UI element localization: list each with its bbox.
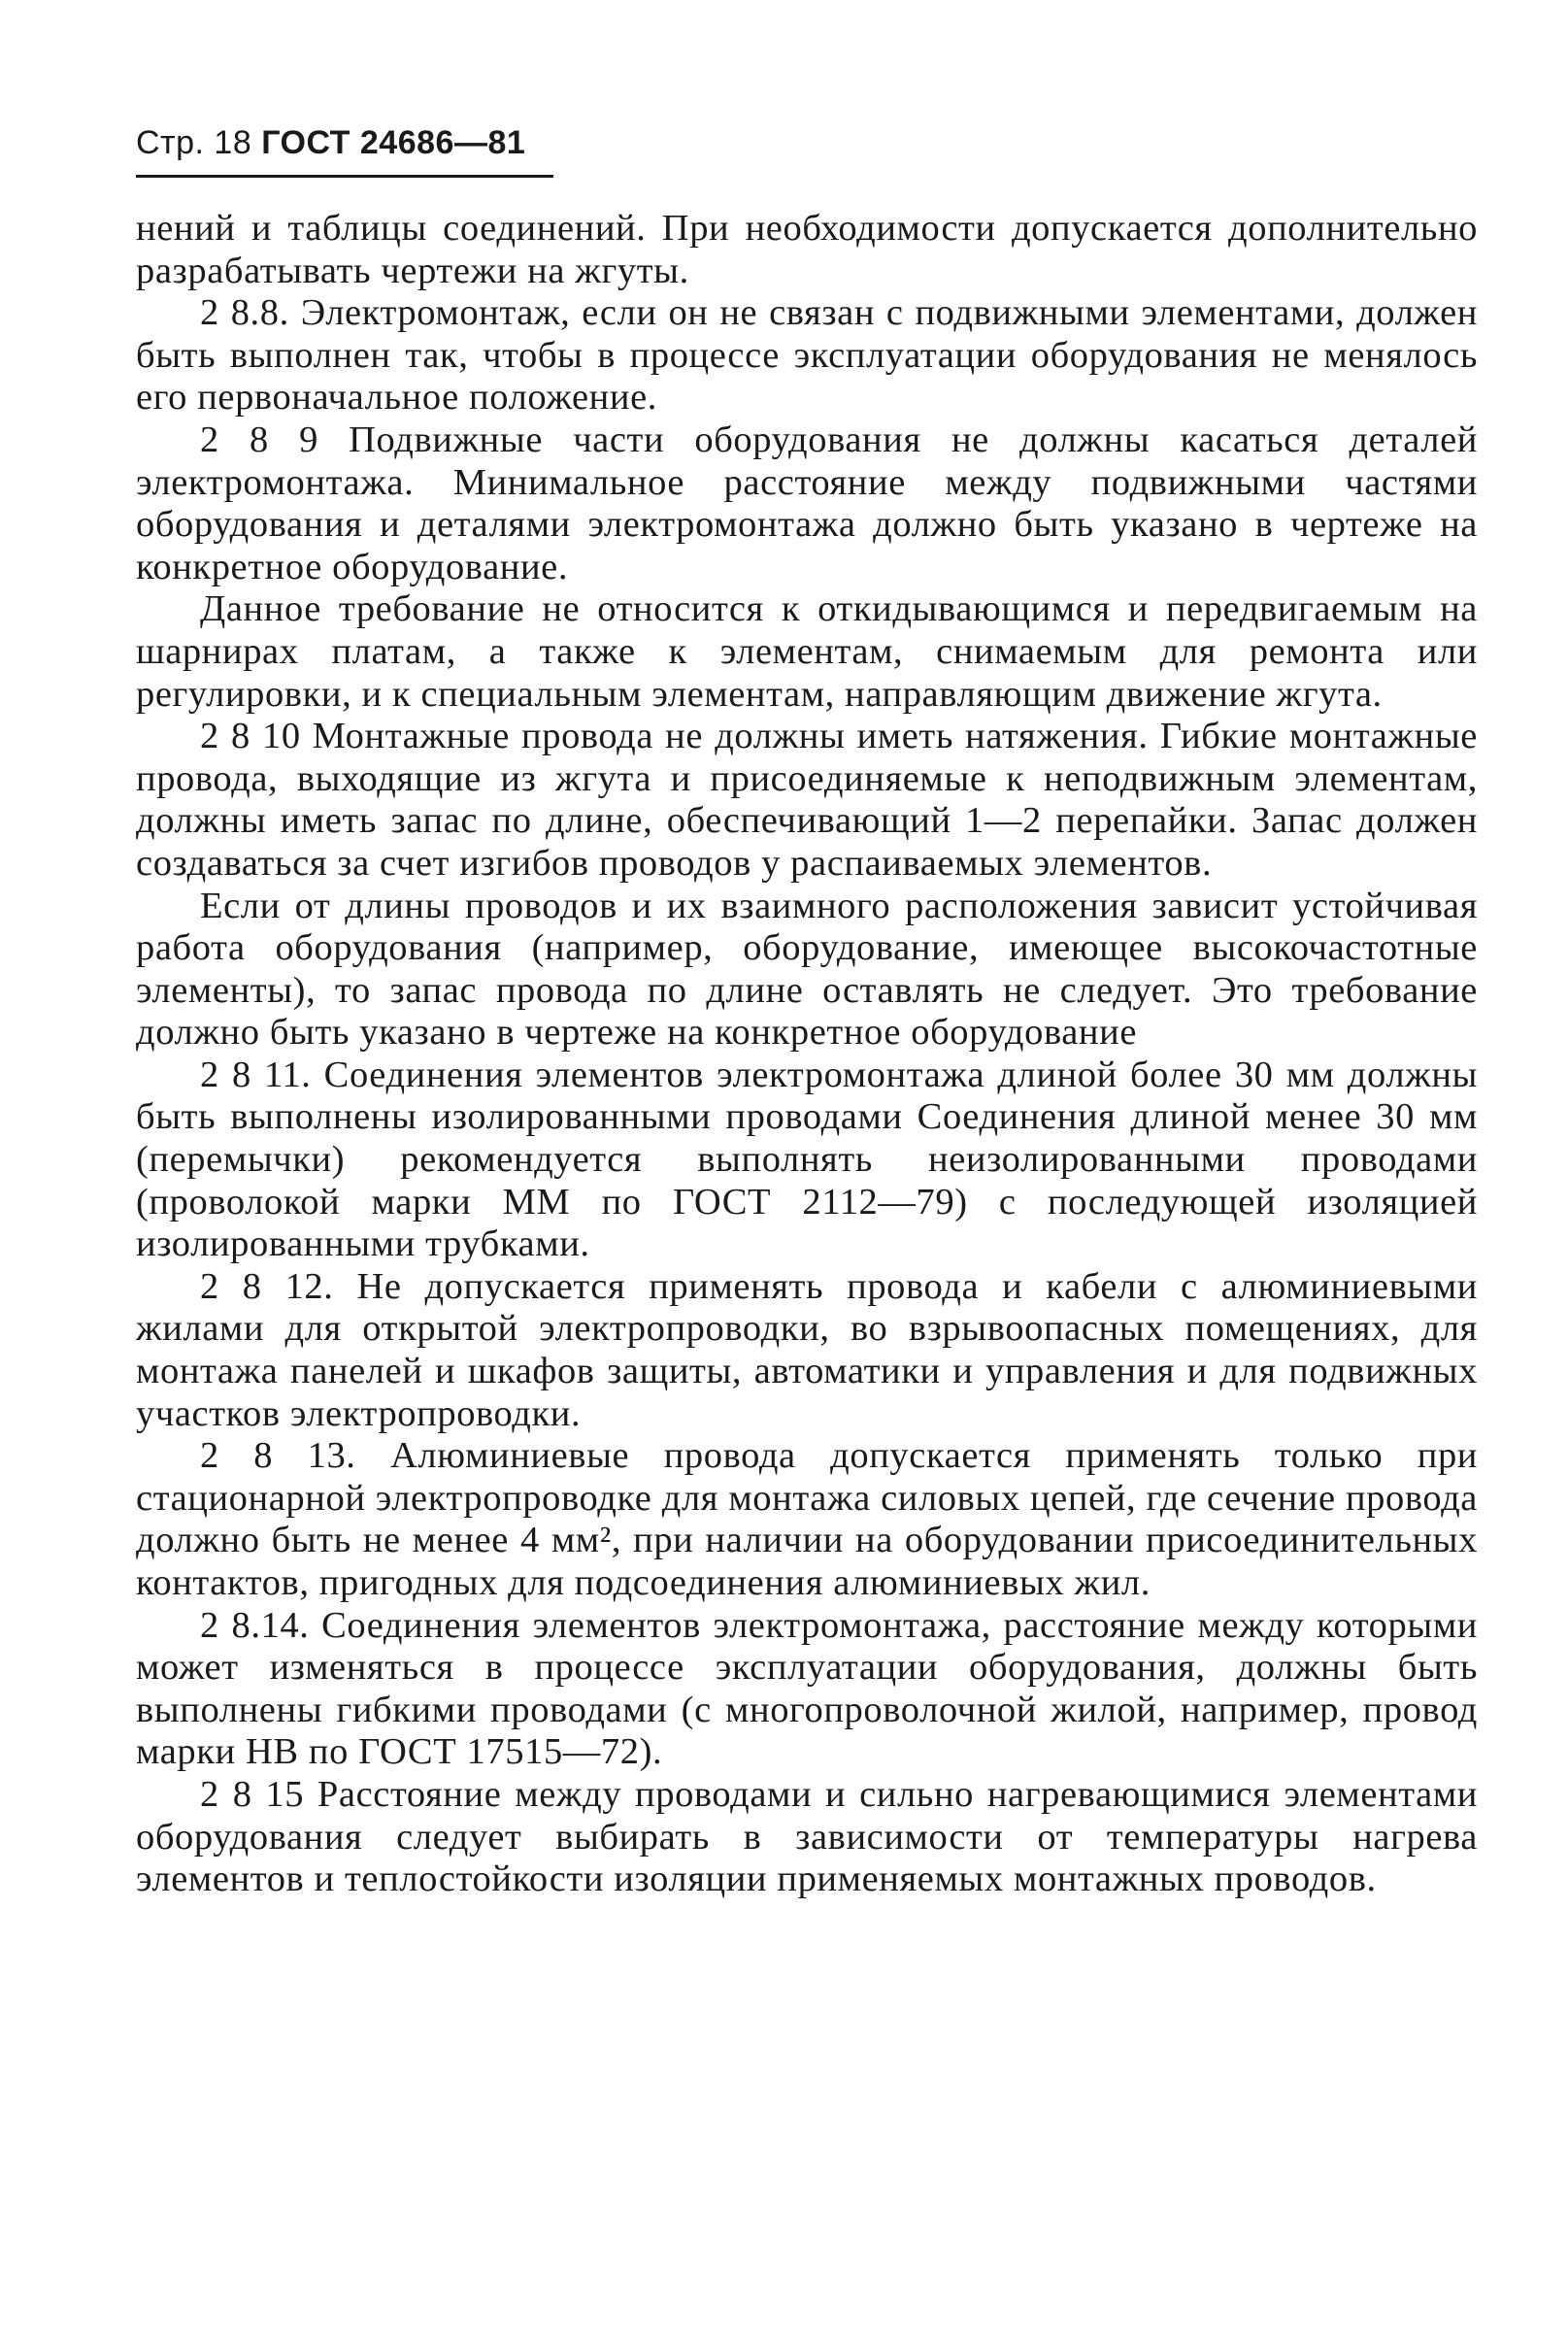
paragraph-2-8-8: 2 8.8. Электромонтаж, если он не связан с подвижными элементами, должен быть выполнен так, чтобы в процессе эксплуатации оборудования не менялось его первоначальное положение. [136,292,1478,419]
standard-designation: ГОСТ 24686—81 [261,124,526,161]
page-number: Стр. 18 [136,124,252,161]
paragraph-2-8-10-note: Если от длины проводов и их взаимного расположения зависит устойчивая работа оборудования (например, оборудование, имеющее высокочастотные элементы), то запас провода по длине оставлять не следует. Это требование должно быть указано в чертеже на конкретное оборудование [136,885,1478,1054]
paragraph-2-8-10: 2 8 10 Монтажные провода не должны иметь натяжения. Гибкие монтажные провода, выходящие из жгута и присоединяемые к неподвижным элементам, должны иметь запас по длине, обеспечивающий 1—2 перепайки. Запас должен создаваться за счет изгибов проводов у распаиваемых элементов. [136,716,1478,884]
header-rule [136,175,553,178]
paragraph-2-8-14: 2 8.14. Соединения элементов электромонтажа, расстояние между которыми может изменяться в процессе эксплуатации оборудования, должны быть выполнены гибкими проводами (с многопроволочной жилой, например, провод марки НВ по ГОСТ 17515—72). [136,1604,1478,1773]
running-header [136,124,525,162]
paragraph-continuation: нений и таблицы соединений. При необходимости допускается дополнительно разрабатывать чертежи на жгуты. [136,208,1478,291]
paragraph-2-8-11: 2 8 11. Соединения элементов электромонтажа длиной более 30 мм должны быть выполнены изолированными проводами Соединения длиной менее 30 мм (перемычки) рекомендуется выполнять неизолированными проводами (проволокой марки ММ по ГОСТ 2112—79) с последующей изоляцией изолированными трубками. [136,1054,1478,1265]
paragraph-2-8-9: 2 8 9 Подвижные части оборудования не должны касаться деталей электромонтажа. Минимальное расстояние между подвижными частями оборудования и деталями электромонтажа должно быть указано в чертеже на конкретное оборудование. [136,419,1478,587]
body-text [136,208,1478,1901]
paragraph-2-8-9-note: Данное требование не относится к откидывающимся и передвигаемым на шарнирах платам, а также к элементам, снимаемым для ремонта или регулировки, и к специальным элементам, направляющим движение жгута. [136,588,1478,715]
paragraph-2-8-12: 2 8 12. Не допускается применять провода и кабели с алюминиевыми жилами для открытой электропроводки, во взрывоопасных помещениях, для монтажа панелей и шкафов защиты, автоматики и управления и для подвижных участков электропроводки. [136,1265,1478,1434]
paragraph-2-8-15: 2 8 15 Расстояние между проводами и сильно нагревающимися элементами оборудования следует выбирать в зависимости от температуры нагрева элементов и теплостойкости изоляции применяемых монтажных проводов. [136,1773,1478,1900]
paragraph-2-8-13: 2 8 13. Алюминиевые провода допускается применять только при стационарной электропроводке для монтажа силовых цепей, где сечение провода должно быть не менее 4 мм², при наличии на оборудовании присоединительных контактов, пригодных для подсоединения алюминиевых жил. [136,1435,1478,1603]
